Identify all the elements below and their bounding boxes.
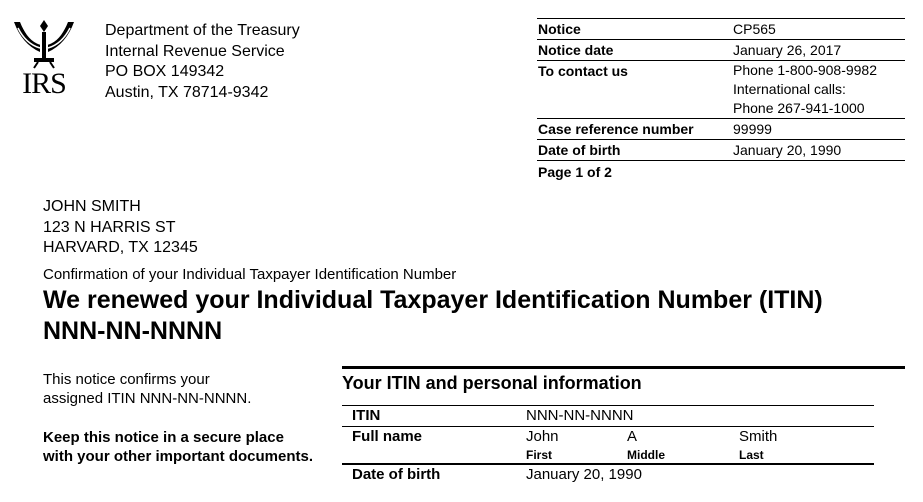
dob-value: January 20, 1990 — [733, 142, 842, 158]
notice-row — [537, 18, 905, 40]
notice-date-value: January 26, 2017 — [733, 42, 842, 58]
itin-info-table — [342, 405, 874, 485]
notice-label: Notice — [538, 21, 581, 37]
agency-line: Internal Revenue Service — [105, 42, 285, 60]
confirm-line: This notice confirms your — [43, 371, 210, 388]
itin-dob-row — [342, 463, 874, 485]
itin-section-title: Your ITIN and personal information — [342, 366, 905, 395]
dob-label: Date of birth — [538, 142, 621, 158]
notice-info-table — [537, 18, 905, 183]
contact-intl-phone: Phone 267-941-1000 — [733, 100, 865, 116]
confirmation-text — [43, 370, 251, 408]
contact-label: To contact us — [538, 63, 628, 79]
itin-dob-label: Date of birth — [352, 466, 441, 483]
notice-date-label: Notice date — [538, 42, 614, 58]
notice-headline — [43, 285, 823, 347]
full-name-label: Full name — [352, 428, 423, 445]
notice-date-row — [537, 40, 905, 61]
name-caption-row — [342, 447, 874, 463]
full-name-row — [342, 426, 874, 447]
notice-value: CP565 — [733, 21, 776, 37]
irs-logo-text: IRS — [22, 67, 66, 100]
irs-eagle-icon — [12, 14, 76, 70]
case-reference-row — [537, 119, 905, 140]
confirm-line: assigned ITIN NNN-NN-NNNN. — [43, 390, 252, 407]
keep-notice-text: Keep this notice in a secure place with your other important documents. — [43, 429, 314, 465]
middle-caption: Middle — [627, 448, 665, 462]
contact-phone: Phone 1-800-908-9982 — [733, 62, 878, 78]
dob-row — [537, 140, 905, 161]
page-indicator: Page 1 of 2 — [538, 164, 612, 180]
case-reference-label: Case reference number — [538, 121, 694, 137]
contact-row — [537, 61, 905, 119]
notice-subtitle: Confirmation of your Individual Taxpayer Identification Number — [43, 266, 457, 283]
agency-address — [105, 21, 300, 103]
agency-line: Austin, TX 78714-9342 — [105, 83, 269, 101]
agency-line: Department of the Treasury — [105, 22, 300, 39]
address-line: 123 N HARRIS ST — [43, 218, 176, 236]
itin-row — [342, 405, 874, 426]
recipient-address — [43, 197, 198, 259]
headline-line1: We renewed your Individual Taxpayer Identification Number (ITIN) — [43, 286, 823, 314]
address-line: HARVARD, TX 12345 — [43, 239, 198, 256]
first-caption: First — [526, 448, 553, 462]
case-reference-value: 99999 — [733, 121, 772, 137]
itin-dob-value: January 20, 1990 — [526, 466, 642, 483]
middle-name-value: A — [627, 428, 638, 445]
first-name-value: John — [526, 428, 559, 445]
agency-line: PO BOX 149342 — [105, 63, 225, 80]
last-caption: Last — [739, 448, 764, 462]
contact-value — [733, 61, 905, 118]
address-line: JOHN SMITH — [43, 198, 141, 215]
itin-label: ITIN — [352, 407, 381, 424]
headline-line2: NNN-NN-NNNN — [43, 317, 223, 345]
contact-international: International calls: — [733, 81, 846, 97]
itin-value: NNN-NN-NNNN — [526, 407, 634, 424]
itin-info-section — [342, 366, 905, 485]
last-name-value: Smith — [739, 428, 778, 445]
irs-logo — [12, 14, 76, 102]
